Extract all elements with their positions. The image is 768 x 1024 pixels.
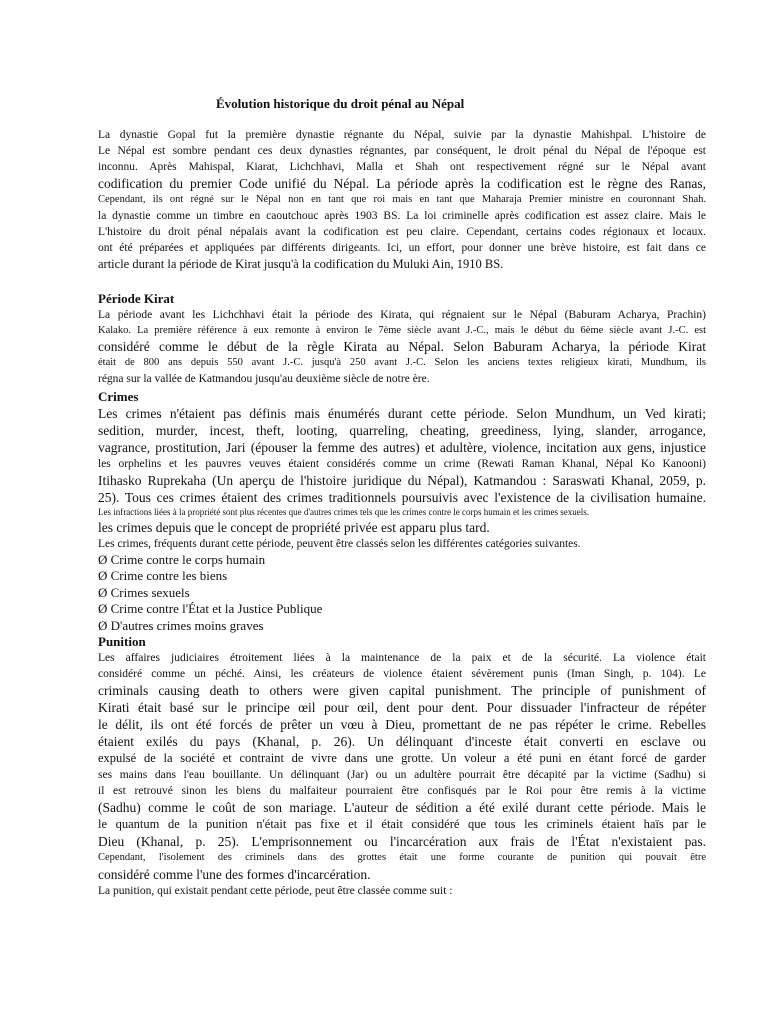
text-line: Kalako. La première référence à eux remonte à environ le 7ème siècle avant J.-C., mais le début du 6ème siècle avant J.-C. est xyxy=(98,324,706,336)
kirat-paragraph xyxy=(98,307,706,387)
text-line: Cependant, ils ont régné sur le Népal non en tant que roi mais en tant que Maharaja Premier ministre en couronnant Shah. xyxy=(98,194,706,205)
text-line: inconnu. Après Mahispal, Kiarat, Lichchhavi, Malla et Shah ont respectivement régné sur le Népal avant xyxy=(98,161,706,173)
text-line: régna sur la vallée de Katmandou jusqu'au deuxième siècle de notre ère. xyxy=(98,372,430,385)
text-line: La période avant les Lichchhavi était la période des Kirata, qui régnaient sur le Népal (Baburam Acharya, Prachin) xyxy=(98,308,706,321)
text-line: considéré comme le début de la règle Kirata au Népal. Selon Baburam Acharya, la période Kirat xyxy=(98,339,706,354)
text-line: le délit, ils ont été forcés de prêter un vœu à Dieu, promettant de ne pas répéter le crime. Rebelles xyxy=(98,717,706,732)
text-line: les orphelins et les pauvres veuves étaient considérés comme un crime (Rewati Raman Khanal, Népal Ko Kanooni) xyxy=(98,457,706,470)
text-line: codification du premier Code unifié du Népal. La période après la codification est le règne des Ranas, xyxy=(98,176,706,191)
text-line: (Sadhu) comme le coût de son mariage. L'auteur de sédition a été exilé durant cette période. Mais le xyxy=(98,800,706,815)
section-heading-crimes: Crimes xyxy=(98,388,139,404)
text-line: ont été préparées et appliquées par différents dirigeants. Ici, un effort, pour donner une brève histoire, est fait dans ce xyxy=(98,241,706,254)
list-item: Ø D'autres crimes moins graves xyxy=(98,617,264,633)
text-line: Dieu (Khanal, p. 25). L'emprisonnement ou l'incarcération aux frais de l'État n'existaient pas. xyxy=(98,834,706,849)
crimes-paragraph xyxy=(98,405,706,552)
text-line: L'histoire du droit pénal népalais avant la codification est peu claire. Cependant, certains codes régionaux et locaux. xyxy=(98,225,706,238)
text-line: Itihasko Ruprekaha (Un aperçu de l'histoire juridique du Népal), Katmandou : Saraswati Khanal, 2059, p. xyxy=(98,472,706,488)
text-line: sedition, murder, incest, theft, looting, quarreling, cheating, greediness, lying, slander, arrogance, xyxy=(98,422,706,438)
list-item: Ø Crime contre l'État et la Justice Publique xyxy=(98,601,323,616)
text-line: ses mains dans l'eau bouillante. Un délinquant (Jar) ou un adultère pourrait être décapité par la victime (Sadhu) si xyxy=(98,769,706,781)
text-line: était de 800 ans depuis 550 avant J.-C. jusqu'à 250 avant J.-C. Selon les anciens textes religieux kirati, Mundhum, ils xyxy=(98,357,706,368)
text-line: étaient exilés du pays (Khanal, p. 26). Un délinquant d'inceste était converti en esclave ou xyxy=(98,734,706,749)
text-line: Le Népal est sombre pendant ces deux dynasties régnantes, par conséquent, le droit pénal du Népal de l'époque est xyxy=(98,145,706,157)
text-line: Les infractions liées à la propriété sont plus récentes que d'autres crimes tels que les crimes contre le corps humain et les crimes sexuels. xyxy=(98,506,589,517)
text-line: la dynastie comme un timbre en caoutchouc après 1903 BS. La loi criminelle après codification est assez claire. Mais le xyxy=(98,209,706,222)
crime-categories-list xyxy=(98,552,706,635)
section-heading-punition: Punition xyxy=(98,634,146,649)
section-heading-kirat: Période Kirat xyxy=(98,290,175,306)
text-line: considéré comme l'une des formes d'incarcération. xyxy=(98,866,371,882)
text-line: La dynastie Gopal fut la première dynastie régnante du Népal, suivie par la dynastie Mahishpal. L'histoire de xyxy=(98,129,706,141)
document-title: Évolution historique du droit pénal au Népal xyxy=(216,96,465,111)
punition-paragraph xyxy=(98,650,706,899)
intro-paragraph xyxy=(98,127,706,273)
text-line: Les affaires judiciaires étroitement liées à la maintenance de la paix et de la sécurité. La violence était xyxy=(98,652,706,664)
text-line: le quantum de la punition n'était pas fixe et il était considéré que tous les criminels étaient haïs par le xyxy=(98,817,706,831)
text-line: il est retrouvé sinon les biens du malfaiteur pourraient être confisqués par le Roi pour être remis à la victime xyxy=(98,785,706,797)
text-line: 25). Tous ces crimes étaient des crimes traditionnels poursuivis avec l'existence de la civilisation humaine. xyxy=(98,489,706,505)
text-line: Les crimes n'étaient pas définis mais énumérés durant cette période. Selon Mundhum, un Ved kirati; xyxy=(98,405,706,421)
text-line: vagrance, prostitution, Jari (épouser la femme des autres) et adultère, violence, incitation aux gens, injustice xyxy=(98,439,706,455)
text-line: Cependant, l'isolement des criminels dans des grottes était une forme courante de punition qui pouvait être xyxy=(98,852,706,863)
text-line: les crimes depuis que le concept de propriété privée est apparu plus tard. xyxy=(98,519,490,535)
text-line: criminals causing death to others were given capital punishment. The principle of punishment of xyxy=(98,683,706,698)
text-line: article durant la période de Kirat jusqu'à la codification du Muluki Ain, 1910 BS. xyxy=(98,256,504,271)
list-item: Ø Crime contre les biens xyxy=(98,568,228,583)
text-line: considéré comme un péché. Ainsi, les créateurs de violence étaient sévèrement punis (Iman Singh, p. 104). Le xyxy=(98,668,706,680)
text-line: expulsé de la société et contraint de vivre dans une grotte. Un voleur a été puni en étant forcé de garder xyxy=(98,751,706,765)
text-line: Les crimes, fréquents durant cette période, peuvent être classés selon les différentes catégories suivantes. xyxy=(98,537,581,550)
list-item: Ø Crimes sexuels xyxy=(98,584,190,600)
document-body xyxy=(98,127,706,899)
text-line: La punition, qui existait pendant cette période, peut être classée comme suit : xyxy=(98,884,453,897)
text-line: Kirati était basé sur le principe œil pour œil, dent pour dent. Pour dissuader l'infracteur de répéter xyxy=(98,700,706,715)
list-item: Ø Crime contre le corps humain xyxy=(98,551,266,567)
